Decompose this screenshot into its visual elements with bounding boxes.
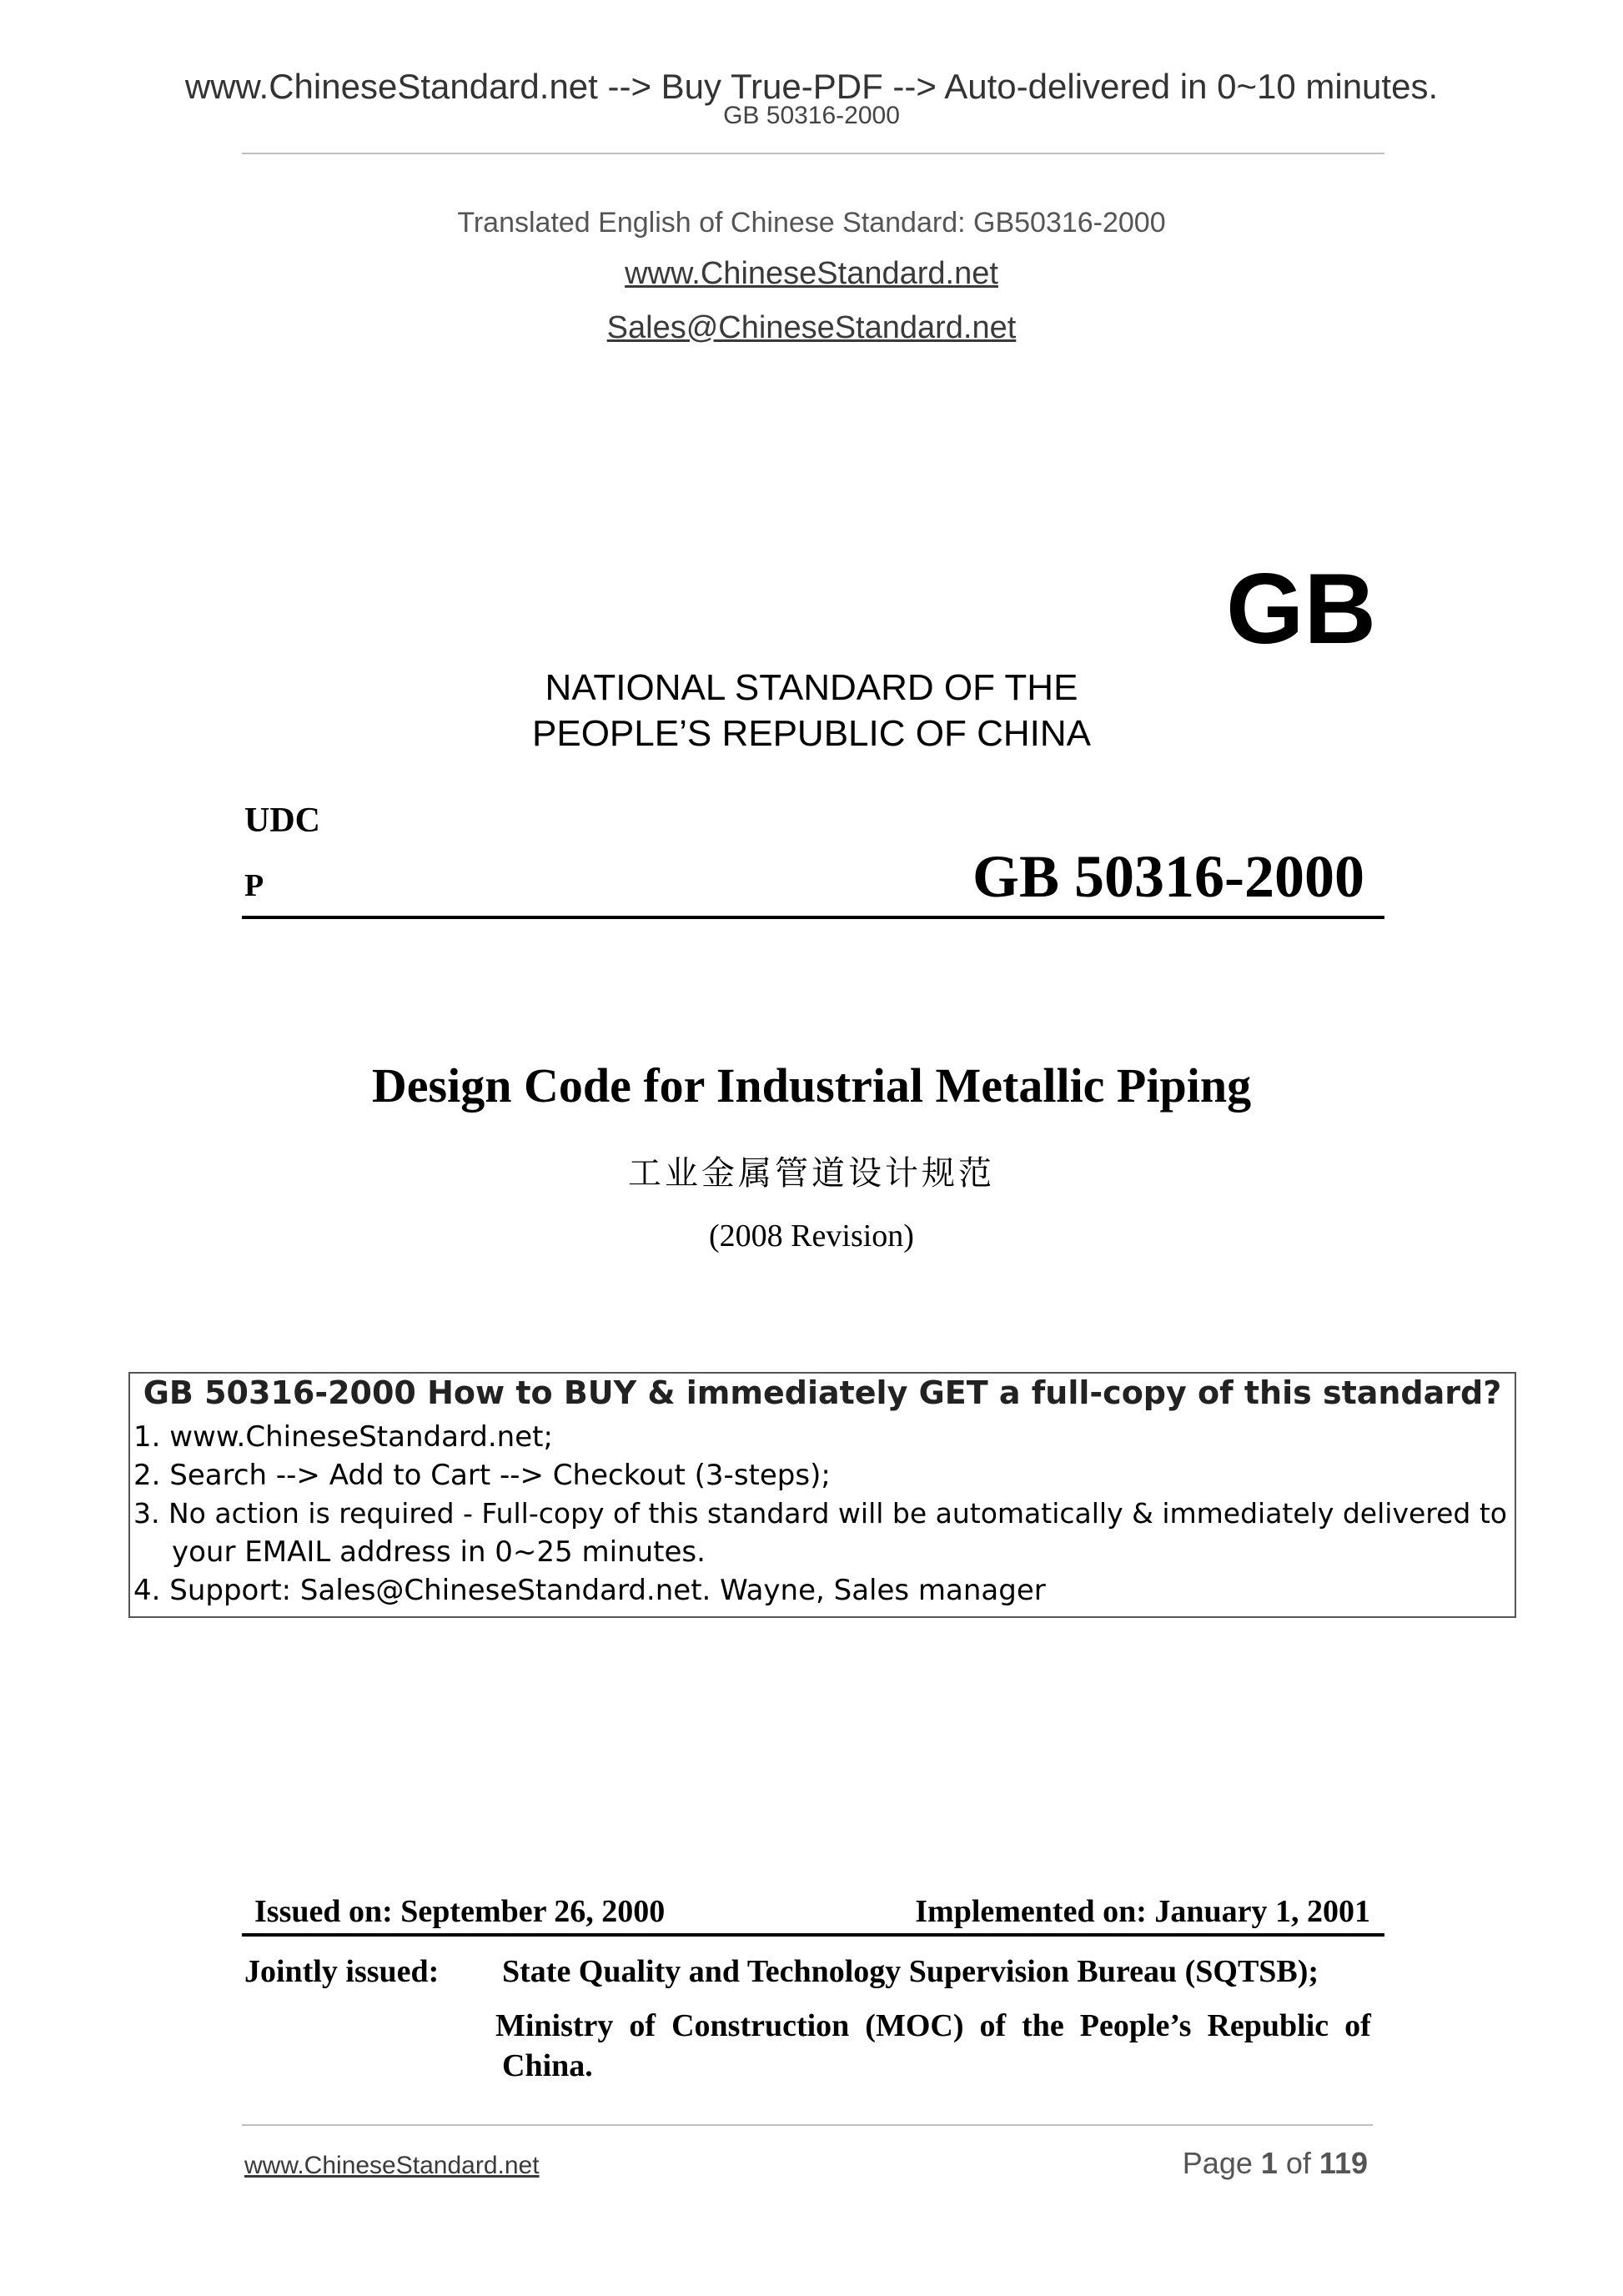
issuer-2-line1: Ministry of Construction (MOC) of the People’s Republic of xyxy=(495,2008,1371,2043)
header-doc-code: GB 50316-2000 xyxy=(723,102,900,129)
standard-number: GB 50316-2000 xyxy=(972,843,1364,910)
footer-website-link[interactable]: www.ChineseStandard.net xyxy=(244,2152,540,2179)
buy-box-item-4: 4. Support: Sales@ChineseStandard.net. Wayne, Sales manager xyxy=(133,1574,1046,1607)
page-of: of xyxy=(1277,2146,1319,2180)
buy-box-item-1: 1. www.ChineseStandard.net; xyxy=(133,1420,553,1454)
issuer-1: State Quality and Technology Supervision Bureau (SQTSB); xyxy=(502,1954,1319,1989)
issuer-2-line2: China. xyxy=(502,2048,593,2083)
issued-on: Issued on: September 26, 2000 xyxy=(254,1894,666,1929)
page-current: 1 xyxy=(1260,2146,1278,2180)
translation-website-link[interactable]: www.ChineseStandard.net xyxy=(625,256,998,291)
title-chinese: 工业金属管道设计规范 xyxy=(628,1154,995,1192)
standard-number-rule xyxy=(242,916,1384,919)
buy-box-title: GB 50316-2000 How to BUY & immediately GET a full-copy of this standard? xyxy=(143,1374,1502,1411)
national-standard-line2: PEOPLE’S REPUBLIC OF CHINA xyxy=(532,713,1091,754)
issue-rule xyxy=(242,1933,1384,1937)
jointly-issued-label: Jointly issued: xyxy=(244,1954,440,1989)
page-indicator xyxy=(1183,2146,1368,2181)
title-english: Design Code for Industrial Metallic Piping xyxy=(371,1058,1252,1113)
implemented-on: Implemented on: January 1, 2001 xyxy=(915,1894,1370,1929)
footer-divider xyxy=(242,2124,1373,2126)
buy-box-item-3: 3. No action is required - Full-copy of this standard will be automatically & immediately delivered to xyxy=(133,1497,1507,1530)
translation-line: Translated English of Chinese Standard: GB50316-2000 xyxy=(457,207,1166,239)
header-promo: www.ChineseStandard.net --> Buy True-PDF --> Auto-delivered in 0~10 minutes. xyxy=(184,67,1439,106)
buy-box-item-2: 2. Search --> Add to Cart --> Checkout (3-steps); xyxy=(133,1459,831,1492)
gb-mark: GB xyxy=(1226,553,1376,665)
page-total: 119 xyxy=(1319,2146,1368,2180)
p-label: P xyxy=(244,868,264,903)
udc-label: UDC xyxy=(244,801,320,840)
revision: (2008 Revision) xyxy=(709,1218,914,1254)
buy-box-item-3-cont: your EMAIL address in 0~25 minutes. xyxy=(172,1535,706,1569)
header-divider xyxy=(242,153,1384,154)
national-standard-line1: NATIONAL STANDARD OF THE xyxy=(545,667,1078,708)
page-prefix: Page xyxy=(1182,2146,1261,2180)
translation-email-link[interactable]: Sales@ChineseStandard.net xyxy=(606,310,1017,345)
